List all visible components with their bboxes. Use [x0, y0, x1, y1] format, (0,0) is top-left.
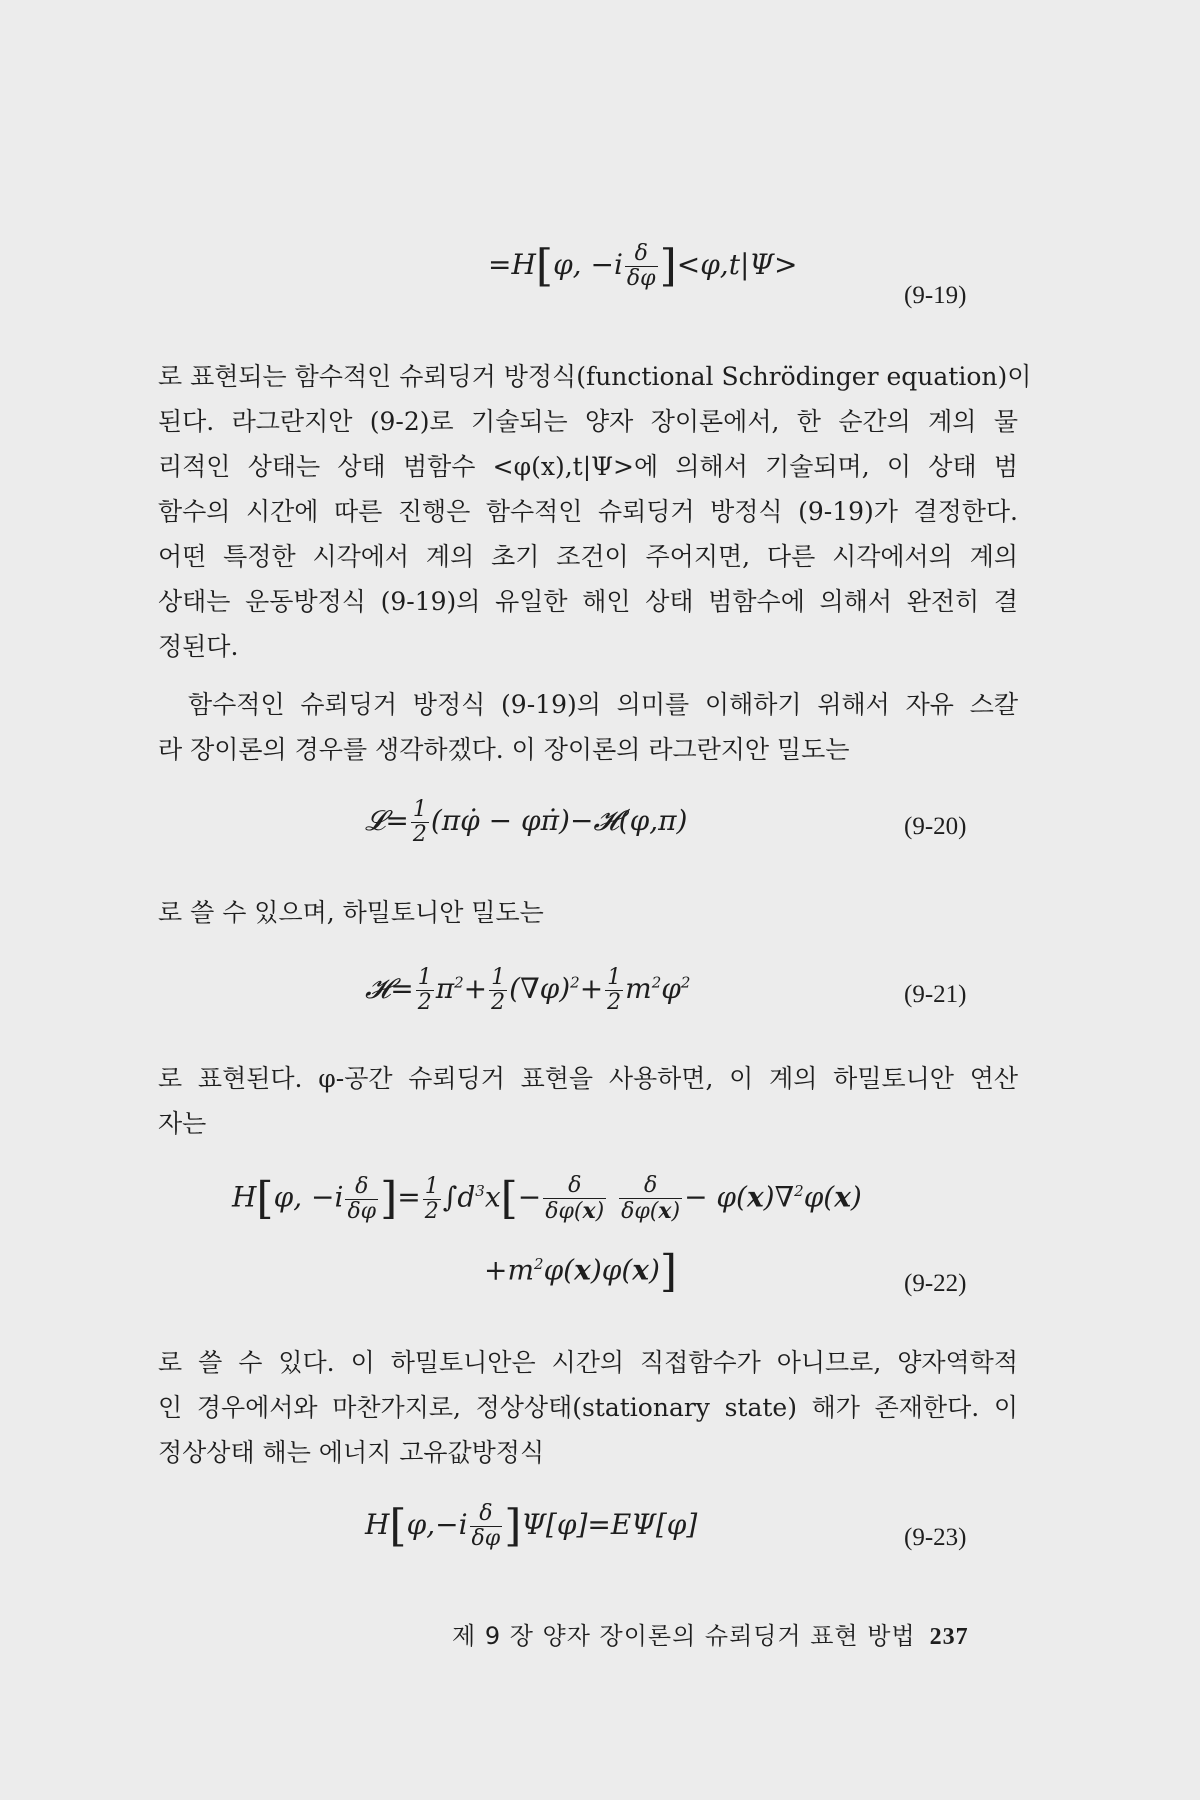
- equation-number-9-23: (9-23): [904, 1524, 967, 1551]
- equation-9-23: H[φ,−i $\frac{\delta}{\delta\varphi}$ ]Ψ[φ]=EΨ[φ]: [365, 1500, 698, 1552]
- text-line: 상태는 운동방정식 (9-19)의 유일한 해인 상태 범함수에 의해서 완전히 결: [158, 587, 1018, 616]
- equation-9-22-line-2: $+m^2\varphi(x)\varphi(x)$]: [484, 1246, 678, 1297]
- text-line: 로 표현된다. φ-공간 슈뢰딩거 표현을 사용하면, 이 계의 하밀토니안 연산: [158, 1064, 1018, 1093]
- paragraph-4: [158, 1056, 1018, 1146]
- equation-9-22-line-1: H[φ, −i $\frac{\delta}{\delta\varphi}$ ]= $\frac{1}{2}$ $\int d^3x[-$ $\frac{\delta}{\delta\varphi(x)}$ $\frac{\delta}{\delta\varphi(x)}$ − φ(x)∇$^2$φ(x): [232, 1173, 862, 1224]
- text-line: 로 표현되는 함수적인 슈뢰딩거 방정식(functional Schrödinger equation)이: [158, 362, 1032, 391]
- text-line: 로 쓸 수 있으며, 하밀토니안 밀도는: [158, 898, 544, 927]
- equation-9-19: =H[φ, −i $\frac{\delta}{\delta\varphi}$ ]<φ,t|Ψ>: [488, 240, 798, 292]
- text-line: 인 경우에서와 마찬가지로, 정상상태(stationary state) 해가 존재한다. 이: [158, 1393, 1018, 1422]
- text-line: 자는: [158, 1109, 207, 1138]
- equation-number-9-19: (9-19): [904, 282, 967, 309]
- paragraph-3: [158, 890, 1018, 935]
- chapter-title: 제 9 장 양자 장이론의 슈뢰딩거 표현 방법: [452, 1622, 916, 1650]
- equation-9-20: 𝓛= $\frac{1}{2}$ (πφ̇ − φπ̇)−𝓗(φ,π): [365, 797, 688, 847]
- paragraph-5: [158, 1340, 1018, 1475]
- text-line: 정된다.: [158, 632, 239, 661]
- paragraph-1: [158, 354, 1032, 669]
- paragraph-2: [158, 682, 1018, 772]
- equation-number-9-21: (9-21): [904, 981, 967, 1008]
- equation-number-9-22: (9-22): [904, 1270, 967, 1297]
- text-line: 리적인 상태는 상태 범함수 <φ(x),t|Ψ>에 의해서 기술되며, 이 상태 범: [158, 452, 1018, 481]
- text-line: 정상상태 해는 에너지 고유값방정식: [158, 1438, 545, 1467]
- text-line: 함수의 시간에 따른 진행은 함수적인 슈뢰딩거 방정식 (9-19)가 결정한다.: [158, 497, 1018, 526]
- equation-number-9-20: (9-20): [904, 813, 967, 840]
- text-line: 어떤 특정한 시각에서 계의 초기 조건이 주어지면, 다른 시각에서의 계의: [158, 542, 1018, 571]
- text-line: 로 쓸 수 있다. 이 하밀토니안은 시간의 직접함수가 아니므로, 양자역학적: [158, 1348, 1018, 1377]
- text-line: 함수적인 슈뢰딩거 방정식 (9-19)의 의미를 이해하기 위해서 자유 스칼: [188, 690, 1018, 719]
- text-line: 된다. 라그란지안 (9-2)로 기술되는 양자 장이론에서, 한 순간의 계의 물: [158, 407, 1018, 436]
- page-number: 237: [929, 1624, 969, 1650]
- text-line: 라 장이론의 경우를 생각하겠다. 이 장이론의 라그란지안 밀도는: [158, 735, 850, 764]
- equation-9-21: 𝓗= $\frac{1}{2}$ $\pi^2+$ $\frac{1}{2}$ $(\nabla\varphi)^2+$ $\frac{1}{2}$ $m^2\varphi^2$: [365, 965, 691, 1015]
- page-footer: [452, 1616, 969, 1651]
